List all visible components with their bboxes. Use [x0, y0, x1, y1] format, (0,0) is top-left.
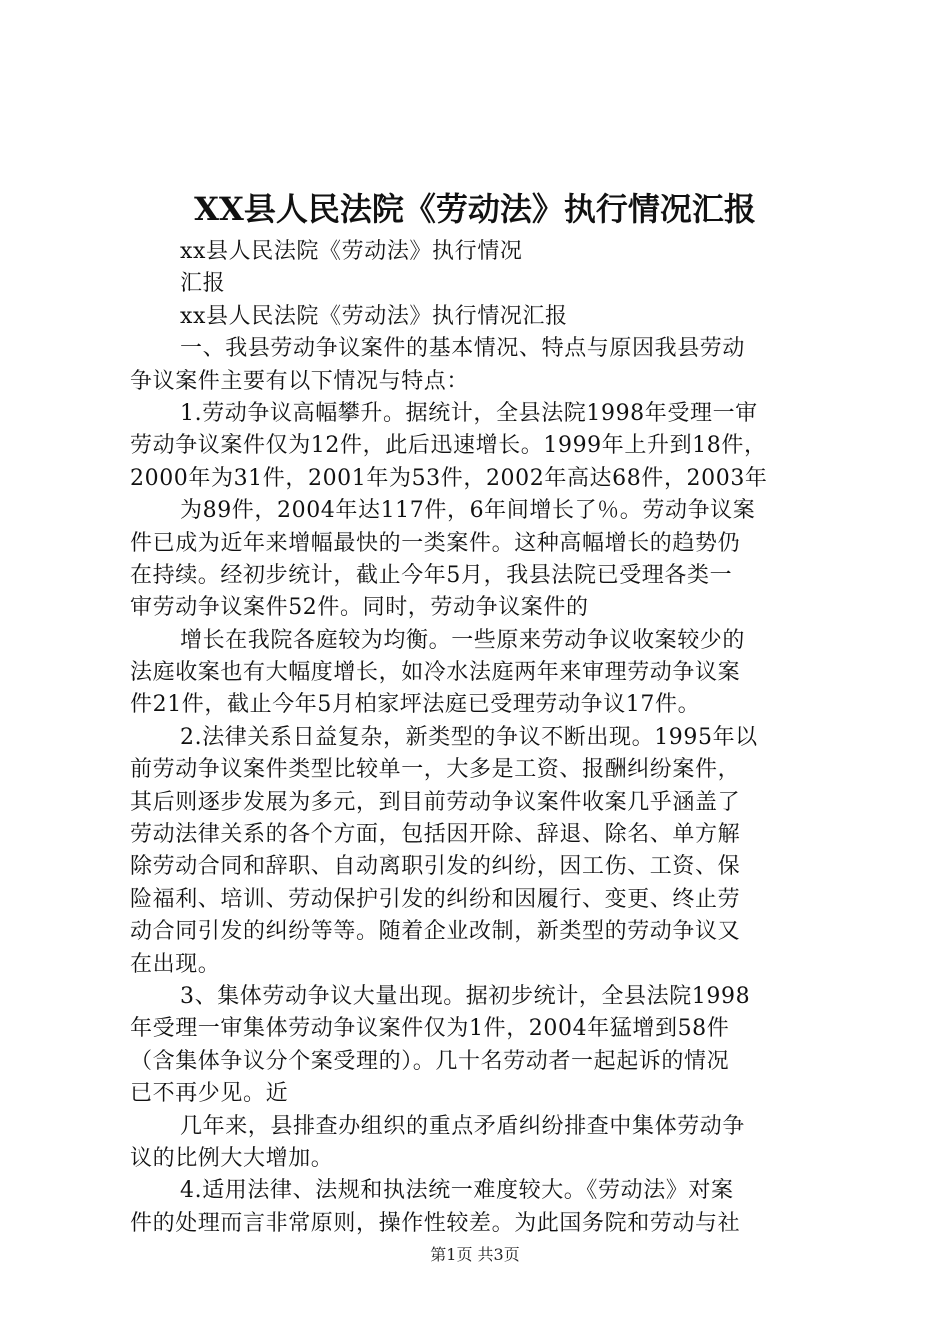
text-line: （含集体争议分个案受理的）。几十名劳动者一起起诉的情况: [130, 1048, 730, 1074]
text-line: 年受理一审集体劳动争议案件仅为1件，2004年猛增到58件: [130, 1016, 730, 1042]
text-line: 2000年为31件，2001年为53件，2002年高达68件，2003年: [130, 465, 768, 491]
text-line: 4.适用法律、法规和执法统一难度较大。《劳动法》对案: [180, 1178, 734, 1204]
text-line: xx县人民法院《劳动法》执行情况汇报: [180, 303, 568, 329]
text-line: xx县人民法院《劳动法》执行情况: [180, 239, 523, 264]
text-line: 3、集体劳动争议大量出现。据初步统计，全县法院1998: [180, 983, 751, 1009]
text-line: 件的处理而言非常原则，操作性较差。为此国务院和劳动与社: [130, 1210, 741, 1236]
text-line: 争议案件主要有以下情况与特点：: [130, 368, 470, 394]
text-line: 为89件，2004年达117件，6年间增长了％。劳动争议案: [180, 498, 756, 524]
text-line: 劳动法律关系的各个方面，包括因开除、辞退、除名、单方解: [130, 822, 741, 848]
page-footer: 第1页 共3页: [430, 1245, 520, 1264]
text-line: 1.劳动争议高幅攀升。据统计，全县法院1998年受理一审: [180, 400, 758, 426]
text-line: 汇报: [180, 271, 226, 297]
text-line: 增长在我院各庭较为均衡。一些原来劳动争议收案较少的: [180, 627, 746, 653]
text-line: 一、我县劳动争议案件的基本情况、特点与原因我县劳动: [180, 336, 746, 362]
text-line: 险福利、培训、劳动保护引发的纠纷和因履行、变更、终止劳: [130, 886, 741, 912]
text-line: 法庭收案也有大幅度增长，如冷水法庭两年来审理劳动争议案: [130, 660, 741, 686]
text-line: 件已成为近年来增幅最快的一类案件。这种高幅增长的趋势仍: [130, 530, 741, 556]
document-title: XX县人民法院《劳动法》执行情况汇报: [194, 190, 756, 228]
text-line: 件21件，截止今年5月柏家坪法庭已受理劳动争议17件。: [130, 692, 701, 718]
text-line: 前劳动争议案件类型比较单一，大多是工资、报酬纠纷案件，: [130, 757, 741, 783]
text-line: 除劳动合同和辞职、自动离职引发的纠纷，因工伤、工资、保: [130, 854, 741, 880]
text-line: 在出现。: [130, 951, 221, 977]
text-line: 其后则逐步发展为多元，到目前劳动争议案件收案几乎涵盖了: [130, 789, 741, 815]
text-line: 2.法律关系日益复杂，新类型的争议不断出现。1995年以: [180, 724, 758, 750]
text-line: 议的比例大大增加。: [130, 1145, 334, 1171]
document-body: [130, 236, 830, 1240]
text-line: 审劳动争议案件52件。同时，劳动争议案件的: [130, 595, 589, 621]
text-line: 已不再少见。近: [130, 1081, 289, 1107]
text-line: 劳动争议案件仅为12件，此后迅速增长。1999年上升到18件，: [130, 433, 767, 459]
text-line: 动合同引发的纠纷等等。随着企业改制，新类型的劳动争议又: [130, 919, 741, 945]
text-line: 几年来，县排查办组织的重点矛盾纠纷排查中集体劳动争: [180, 1113, 746, 1139]
text-line: 在持续。经初步统计，截止今年5月，我县法院已受理各类一: [130, 562, 733, 588]
